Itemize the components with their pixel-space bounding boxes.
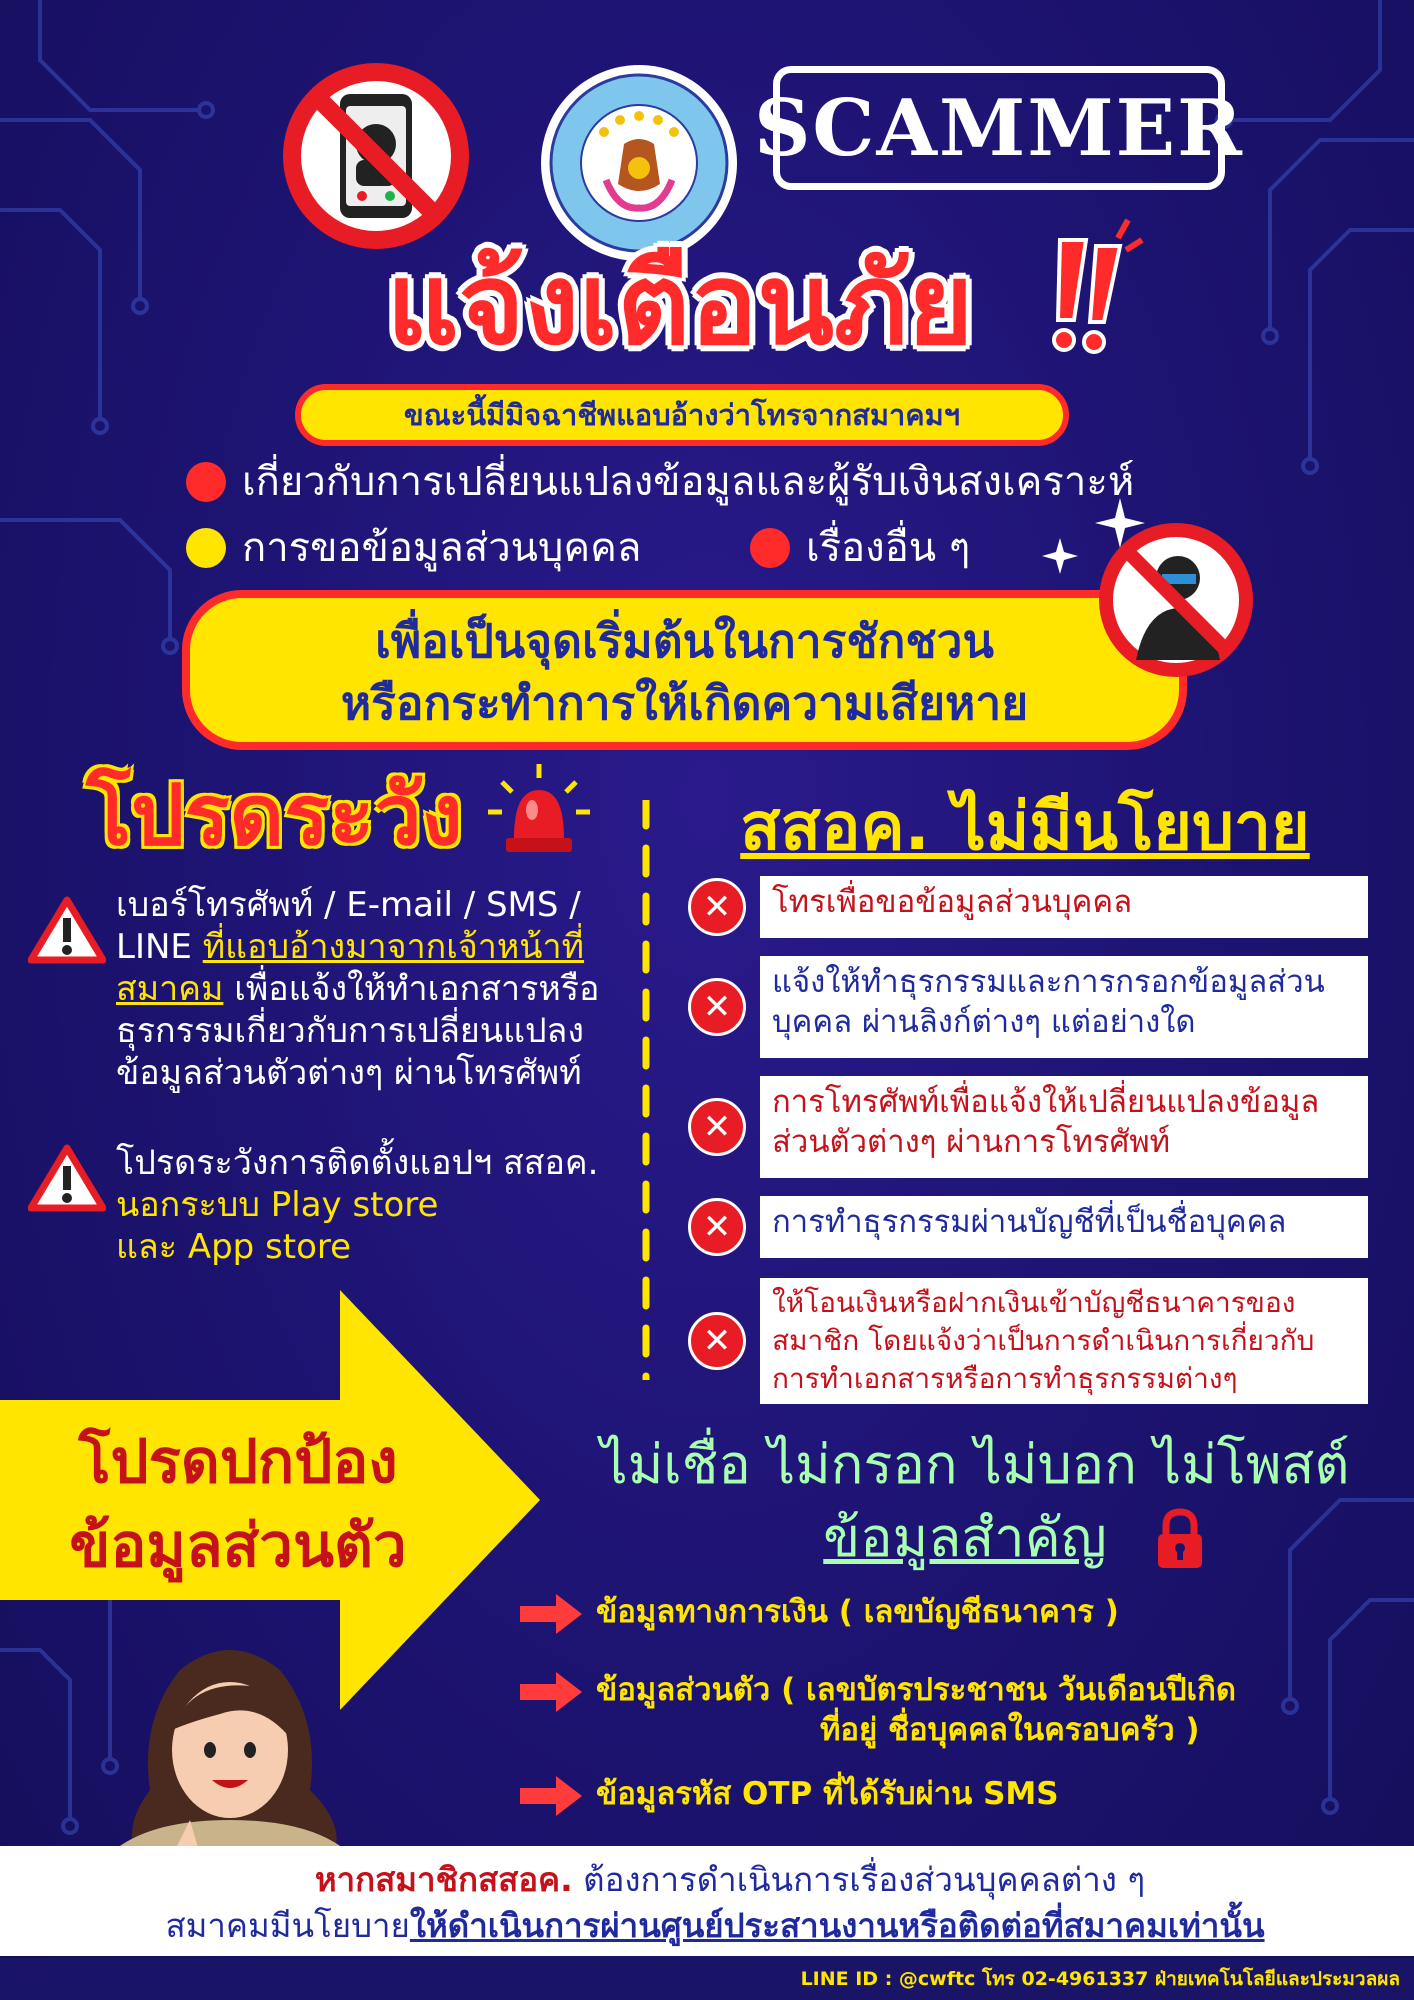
policy-item-text: ให้โอนเงินหรือฝากเงินเข้าบัญชีธนาคารของสมาชิก โดยแจ้งว่าเป็นการดำเนินการเกี่ยวกับการทำเอกสารหรือการทำธุรกรรมต่างๆ [760, 1278, 1368, 1404]
policy-item [688, 1076, 1368, 1178]
policy-item [688, 956, 1368, 1058]
info-personal: ข้อมูลส่วนตัว ( เลขบัตรประชาชน วันเดือนปีเกิด [596, 1672, 1237, 1708]
warning-fake-contacts [116, 884, 626, 1100]
policy-item-text: การทำธุรกรรมผ่านบัญชีที่เป็นชื่อบุคคล [760, 1196, 1368, 1258]
association-logo [538, 62, 740, 264]
footer-line2-bold: ให้ดำเนินการผ่านศูนย์ประสานงานหรือติดต่อที่สมาคมเท่านั้น [409, 1906, 1265, 1945]
right-arrow-icon [520, 1776, 582, 1816]
red-bullet-icon [750, 528, 790, 568]
dashed-divider [636, 800, 656, 1380]
red-bullet-icon [186, 462, 226, 502]
no-scammer-icon [1096, 520, 1256, 680]
yellow-bullet-icon [186, 528, 226, 568]
warning1-text-pre: เบอร์โทรศัพท์ / E-mail / SMS / LINE [116, 885, 581, 967]
policy-item-text: การโทรศัพท์เพื่อแจ้งให้เปลี่ยนแปลงข้อมูลส่วนตัวต่างๆ ผ่านการโทรศัพท์ [760, 1076, 1368, 1178]
scammer-badge: SCAMMER [773, 66, 1225, 190]
policy-item-text: แจ้งให้ทำธุรกรรมและการกรอกข้อมูลส่วนบุคคล ผ่านลิงก์ต่างๆ แต่อย่างใด [760, 956, 1368, 1058]
x-mark-icon: ✕ [688, 978, 746, 1036]
subtitle-banner: ขณะนี้มีมิจฉาชีพแอบอ้างว่าโทรจากสมาคมฯ [295, 384, 1069, 446]
siren-icon [484, 760, 594, 860]
footer-line1-bold: หากสมาชิกสสอค. [314, 1860, 573, 1899]
footer-line1-rest: ต้องการดำเนินการเรื่องส่วนบุคคลต่าง ๆ [572, 1860, 1146, 1899]
no-phone-icon [278, 58, 474, 254]
right-arrow-icon [520, 1594, 582, 1634]
protect-data-text [18, 1420, 458, 1600]
warning1-text-post: เพื่อแจ้งให้ทำเอกสารหรือธุรกรรมเกี่ยวกับการเปลี่ยนแปลงข้อมูลส่วนตัวต่างๆ ผ่านโทรศัพท์ [116, 969, 600, 1093]
warning2-line1: โปรดระวังการติดตั้งแอปฯ สสอค. [116, 1143, 599, 1183]
topic-change-beneficiary: เกี่ยวกับการเปลี่ยนแปลงข้อมูลและผู้รับเงินสงเคราะห์ [242, 459, 1135, 505]
main-title: แจ้งเตือนภัย [386, 240, 974, 370]
warning2-line2: นอกระบบ Play store [116, 1185, 439, 1225]
policy-item [688, 1196, 1368, 1258]
policy-item [688, 1278, 1368, 1404]
purpose-line1: เพื่อเป็นจุดเริ่มต้นในการชักชวน [375, 614, 994, 668]
policy-item-text: โทรเพื่อขอข้อมูลส่วนบุคคล [760, 876, 1368, 938]
beware-title: โปรดระวัง [86, 766, 463, 864]
purpose-line2: หรือกระทำการให้เกิดความเสียหาย [340, 676, 1029, 730]
purpose-banner [182, 590, 1187, 750]
warning2-line3: และ App store [116, 1227, 352, 1267]
x-mark-icon: ✕ [688, 1312, 746, 1370]
protect-line2: ข้อมูลส่วนตัว [69, 1511, 407, 1581]
x-mark-icon: ✕ [688, 1198, 746, 1256]
warning1-highlight: ที่แอบอ้างมาจากเจ้าหน้าที่สมาคม [116, 927, 585, 1009]
footer-line1 [230, 1858, 1230, 1902]
info-otp: ข้อมูลรหัส OTP ที่ได้รับผ่าน SMS [596, 1776, 1059, 1812]
dont-share-title: ไม่เชื่อ ไม่กรอก ไม่บอก ไม่โพสต์ [600, 1433, 1350, 1496]
policy-title: สสอค. ไม่มีนโยบาย [740, 788, 1310, 865]
info-financial: ข้อมูลทางการเงิน ( เลขบัญชีธนาคาร ) [596, 1594, 1119, 1630]
policy-item [688, 876, 1368, 938]
right-arrow-icon [520, 1672, 582, 1712]
padlock-icon [1154, 1508, 1206, 1570]
warning-triangle-icon [28, 896, 106, 964]
topic-personal-data: การขอข้อมูลส่วนบุคคล [242, 525, 642, 571]
footer-line2 [70, 1902, 1360, 1950]
footer-line2-pre: สมาคมมีนโยบาย [165, 1906, 410, 1945]
protect-line1: โปรดปกป้อง [78, 1427, 398, 1497]
info-personal-cont: ที่อยู่ ชื่อบุคคลในครอบครัว ) [820, 1712, 1200, 1748]
topic-other: เรื่องอื่น ๆ [806, 525, 971, 571]
warning-triangle-icon [28, 1144, 106, 1212]
important-data-title: ข้อมูลสำคัญ [823, 1506, 1107, 1569]
x-mark-icon: ✕ [688, 878, 746, 936]
contact-info: LINE ID : @cwftc โทร 02-4961337 ฝ่ายเทคโนโลยีและประมวลผล [800, 1968, 1400, 1990]
x-mark-icon: ✕ [688, 1098, 746, 1156]
warning-unofficial-app [116, 1142, 636, 1272]
exclamation-icon [1030, 210, 1150, 360]
